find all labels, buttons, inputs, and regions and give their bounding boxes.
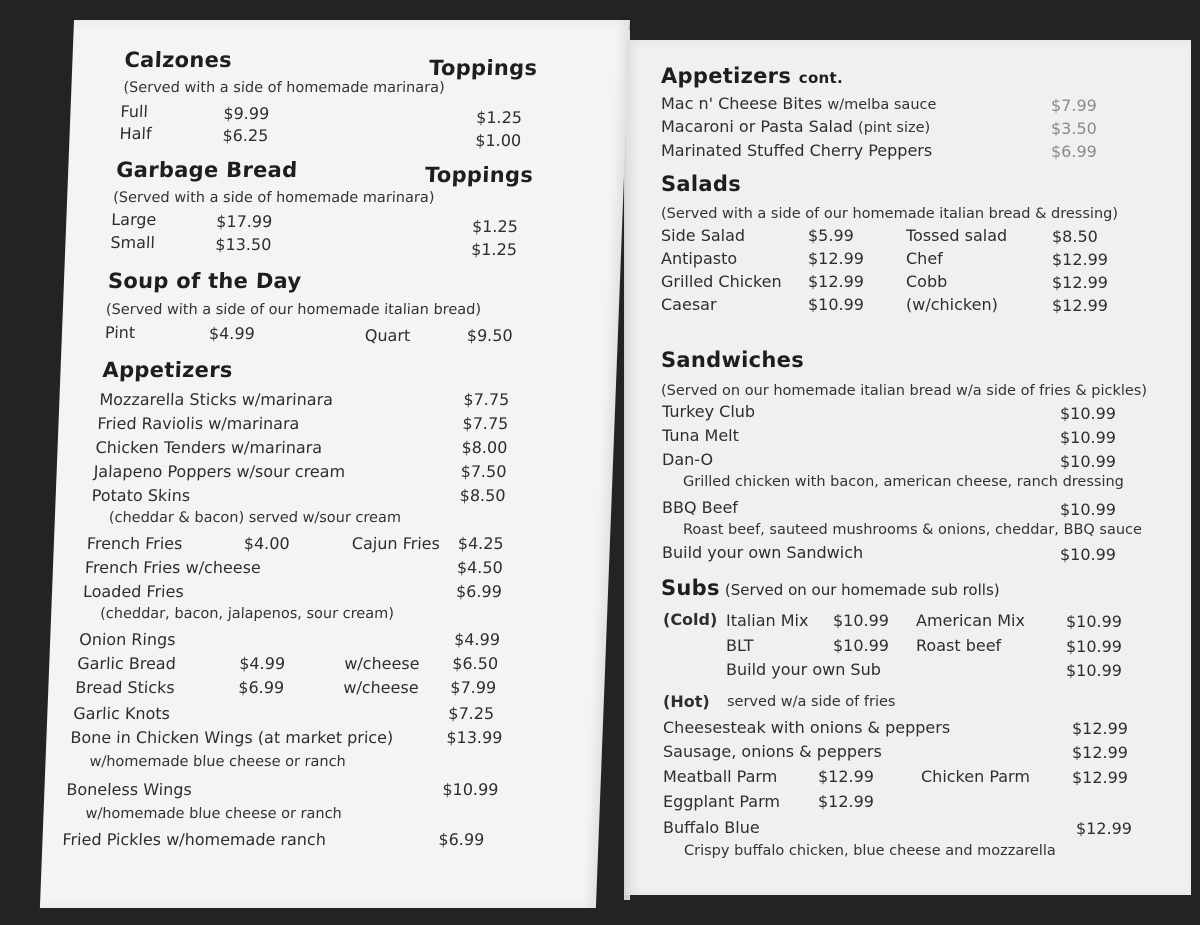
sandwich-3-name: Grilled chicken with bacon, american cheese, ranch dressing [683, 474, 1124, 490]
sandwich-1-name: Tuna Melt [662, 426, 739, 445]
cold-sub-1-name: BLT [726, 636, 754, 655]
salad-3-name-b: (w/chicken) [906, 295, 998, 314]
sandwich-1-price: $10.99 [1060, 428, 1116, 447]
appetizer-item-15-name: w/homemade blue cheese or ranch [89, 754, 347, 770]
calzones-full-price: $9.99 [223, 104, 270, 123]
hot-sub-5-name: Crispy buffalo chicken, blue cheese and mozzarella [684, 843, 1056, 859]
cold-sub-1-price: $10.99 [833, 636, 889, 655]
appcont-item-0-detail: w/melba sauce [827, 97, 937, 113]
salad-1-name-b: Chef [906, 249, 943, 268]
appcont-item-2-price: $6.99 [1051, 142, 1097, 161]
appetizer-item-17-name: w/homemade blue cheese or ranch [85, 806, 343, 822]
sandwich-5-name: Roast beef, sauteed mushrooms & onions, cheddar, BBQ sauce [683, 522, 1142, 538]
appetizer-item-10-name: Onion Rings [78, 630, 176, 649]
sandwich-6-price: $10.99 [1060, 545, 1116, 564]
salads-note: (Served with a side of our homemade italian bread & dressing) [661, 206, 1118, 222]
garbage-small-name: Small [110, 233, 156, 252]
cold-sub-2-price-b: $10.99 [1066, 661, 1122, 680]
salad-1-price: $12.99 [808, 249, 864, 268]
appetizer-item-13-name: Garlic Knots [72, 704, 171, 723]
sandwich-4-price: $10.99 [1060, 500, 1116, 519]
salads-title: Salads [661, 172, 741, 196]
cold-sub-0-name-b: American Mix [916, 611, 1025, 630]
appcont-item-1-price: $3.50 [1051, 119, 1097, 138]
appetizer-item-18-price: $6.99 [438, 830, 485, 849]
hot-sub-3-price-mid: $12.99 [818, 792, 874, 811]
appcont-item-1-name: Macaroni or Pasta Salad [661, 117, 853, 136]
cold-sub-2-name: Build your own Sub [726, 660, 881, 679]
appetizer-item-6-price-small: $4.00 [243, 534, 291, 553]
garbage-small-price: $13.50 [215, 235, 272, 254]
calzones-full-name: Full [120, 102, 149, 121]
subs-heading [661, 576, 1000, 600]
garbage-large-topping: $1.25 [471, 217, 519, 236]
salad-3-price: $10.99 [808, 295, 864, 314]
cold-sub-1-price-b: $10.99 [1066, 637, 1122, 656]
sandwiches-title: Sandwiches [661, 348, 805, 372]
appetizer-item-3-price: $7.50 [460, 462, 507, 481]
calzones-half-topping: $1.00 [475, 131, 522, 150]
salad-1-price-b: $12.99 [1052, 250, 1108, 269]
appcont-item-1 [661, 117, 930, 136]
appetizer-item-12-variant: w/cheese [342, 678, 420, 697]
salad-0-name: Side Salad [661, 226, 746, 245]
appcont-item-0 [661, 94, 936, 113]
calzones-half-price: $6.25 [222, 126, 269, 145]
salad-3-price-b: $12.99 [1052, 296, 1108, 315]
appetizer-item-6-price: $4.25 [457, 534, 505, 553]
appcont-item-1-detail: (pint size) [858, 120, 931, 136]
cold-sub-0-price-b: $10.99 [1066, 612, 1122, 631]
hot-sub-2-price: $12.99 [1072, 768, 1128, 787]
soup-quart-label: Quart [364, 326, 411, 345]
cold-sub-0-price: $10.99 [833, 611, 889, 630]
appetizer-item-2-price: $8.00 [461, 438, 508, 457]
appetizer-item-11-name: Garlic Bread [76, 654, 177, 673]
hot-sub-4-name: Buffalo Blue [663, 818, 760, 837]
soup-pint-price: $4.99 [208, 324, 256, 343]
subs-cold-label: (Cold) [663, 610, 718, 629]
appetizers-title: Appetizers [102, 358, 234, 382]
calzones-note: (Served with a side of homemade marinara) [123, 80, 445, 96]
cold-sub-1-name-b: Roast beef [916, 636, 1002, 655]
salad-0-price-b: $8.50 [1052, 227, 1098, 246]
appetizer-item-4-price: $8.50 [459, 486, 506, 505]
calzones-title: Calzones [124, 48, 233, 72]
appetizer-item-11-price-small: $4.99 [238, 654, 286, 673]
appetizer-item-1-name: Fried Raviolis w/marinara [97, 414, 300, 433]
hot-sub-1-price: $12.99 [1072, 743, 1128, 762]
hot-sub-0-name: Cheesesteak with onions & peppers [663, 718, 951, 737]
salad-0-name-b: Tossed salad [906, 226, 1008, 245]
hot-sub-2-name: Meatball Parm [663, 767, 778, 786]
appetizer-item-12-price: $7.99 [449, 678, 497, 697]
appetizer-item-0-price: $7.75 [463, 390, 510, 409]
appetizer-item-16-name: Boneless Wings [66, 780, 193, 799]
appcont-item-2-name: Marinated Stuffed Cherry Peppers [661, 141, 933, 160]
appetizer-item-6-variant: Cajun Fries [351, 534, 441, 553]
calzones-toppings-label: Toppings [428, 56, 538, 80]
salad-2-price-b: $12.99 [1052, 273, 1108, 292]
garbage-toppings-label: Toppings [424, 163, 534, 187]
appetizer-item-12-price-small: $6.99 [237, 678, 285, 697]
appetizer-item-9-name: (cheddar, bacon, jalapenos, sour cream) [99, 606, 395, 622]
sandwich-2-price: $10.99 [1060, 452, 1116, 471]
appetizer-item-0-name: Mozzarella Sticks w/marinara [99, 390, 334, 409]
garbage-large-name: Large [110, 210, 157, 229]
appetizer-item-5-name: (cheddar & bacon) served w/sour cream [108, 510, 402, 526]
appetizer-item-13-price: $7.25 [447, 704, 495, 723]
hot-sub-3-name: Eggplant Parm [663, 792, 780, 811]
sandwich-2-name: Dan-O [662, 450, 714, 469]
sandwich-0-name: Turkey Club [662, 402, 756, 421]
salad-2-name: Grilled Chicken [661, 272, 782, 291]
subs-note: (Served on our homemade sub rolls) [724, 581, 1000, 599]
appetizer-item-10-price: $4.99 [453, 630, 501, 649]
appetizer-item-16-price: $10.99 [442, 780, 499, 799]
sandwich-4-name: BBQ Beef [662, 498, 738, 517]
salad-1-name: Antipasto [661, 249, 738, 268]
hot-sub-1-name: Sausage, onions & peppers [663, 742, 882, 761]
menu-left-page [40, 20, 630, 908]
soup-pint-label: Pint [104, 323, 136, 342]
salad-2-price: $12.99 [808, 272, 864, 291]
appetizer-item-18-name: Fried Pickles w/homemade ranch [62, 830, 327, 849]
hot-sub-4-price: $12.99 [1076, 819, 1132, 838]
appetizer-item-11-variant: w/cheese [343, 654, 420, 673]
garbage-small-topping: $1.25 [470, 240, 518, 259]
cold-sub-0-name: Italian Mix [726, 611, 809, 630]
appcont-item-0-price: $7.99 [1051, 96, 1097, 115]
calzones-half-name: Half [119, 124, 152, 143]
appetizer-item-2-name: Chicken Tenders w/marinara [95, 438, 323, 457]
appcont-item-0-name: Mac n' Cheese Bites [661, 94, 823, 113]
garbage-bread-title: Garbage Bread [115, 158, 298, 182]
hot-sub-0-price: $12.99 [1072, 719, 1128, 738]
menu-right-page [626, 40, 1191, 895]
sandwich-0-price: $10.99 [1060, 404, 1116, 423]
salad-3-name: Caesar [661, 295, 717, 314]
appetizer-item-14-price: $13.99 [446, 728, 503, 747]
appetizer-item-14-name: Bone in Chicken Wings (at market price) [70, 728, 394, 747]
salad-0-price: $5.99 [808, 226, 854, 245]
appetizer-item-8-price: $6.99 [455, 582, 503, 601]
calzones-full-topping: $1.25 [475, 108, 523, 127]
appetizer-item-3-name: Jalapeno Poppers w/sour cream [93, 462, 346, 481]
subs-hot-note: served w/a side of fries [727, 694, 896, 710]
hot-sub-2-name-b: Chicken Parm [921, 767, 1030, 786]
appetizer-item-7-name: French Fries w/cheese [84, 558, 262, 577]
soup-note: (Served with a side of our homemade italian bread) [105, 302, 482, 318]
appetizer-item-6-name: French Fries [86, 534, 183, 553]
appetizer-item-8-name: Loaded Fries [82, 582, 185, 601]
soup-quart-price: $9.50 [466, 326, 514, 345]
soup-title: Soup of the Day [107, 269, 302, 293]
garbage-note: (Served with a side of homemade marinara) [112, 190, 435, 206]
appetizer-item-11-price: $6.50 [451, 654, 499, 673]
appetizers-cont-title [661, 64, 843, 88]
sandwiches-note: (Served on our homemade italian bread w/a side of fries & pickles) [661, 383, 1148, 399]
appetizer-item-4-name: Potato Skins [91, 486, 191, 505]
appetizers-cont-title-text: Appetizers [661, 64, 792, 88]
sandwich-6-name: Build your own Sandwich [662, 543, 864, 562]
appetizer-item-12-name: Bread Sticks [74, 678, 176, 697]
subs-title: Subs [661, 576, 720, 600]
appetizer-item-1-price: $7.75 [462, 414, 509, 433]
hot-sub-2-price-mid: $12.99 [818, 767, 874, 786]
appetizers-cont-suffix: cont. [798, 69, 843, 87]
garbage-large-price: $17.99 [215, 212, 273, 231]
salad-2-name-b: Cobb [906, 272, 948, 291]
subs-hot-label: (Hot) [663, 692, 710, 711]
appetizer-item-7-price: $4.50 [456, 558, 504, 577]
